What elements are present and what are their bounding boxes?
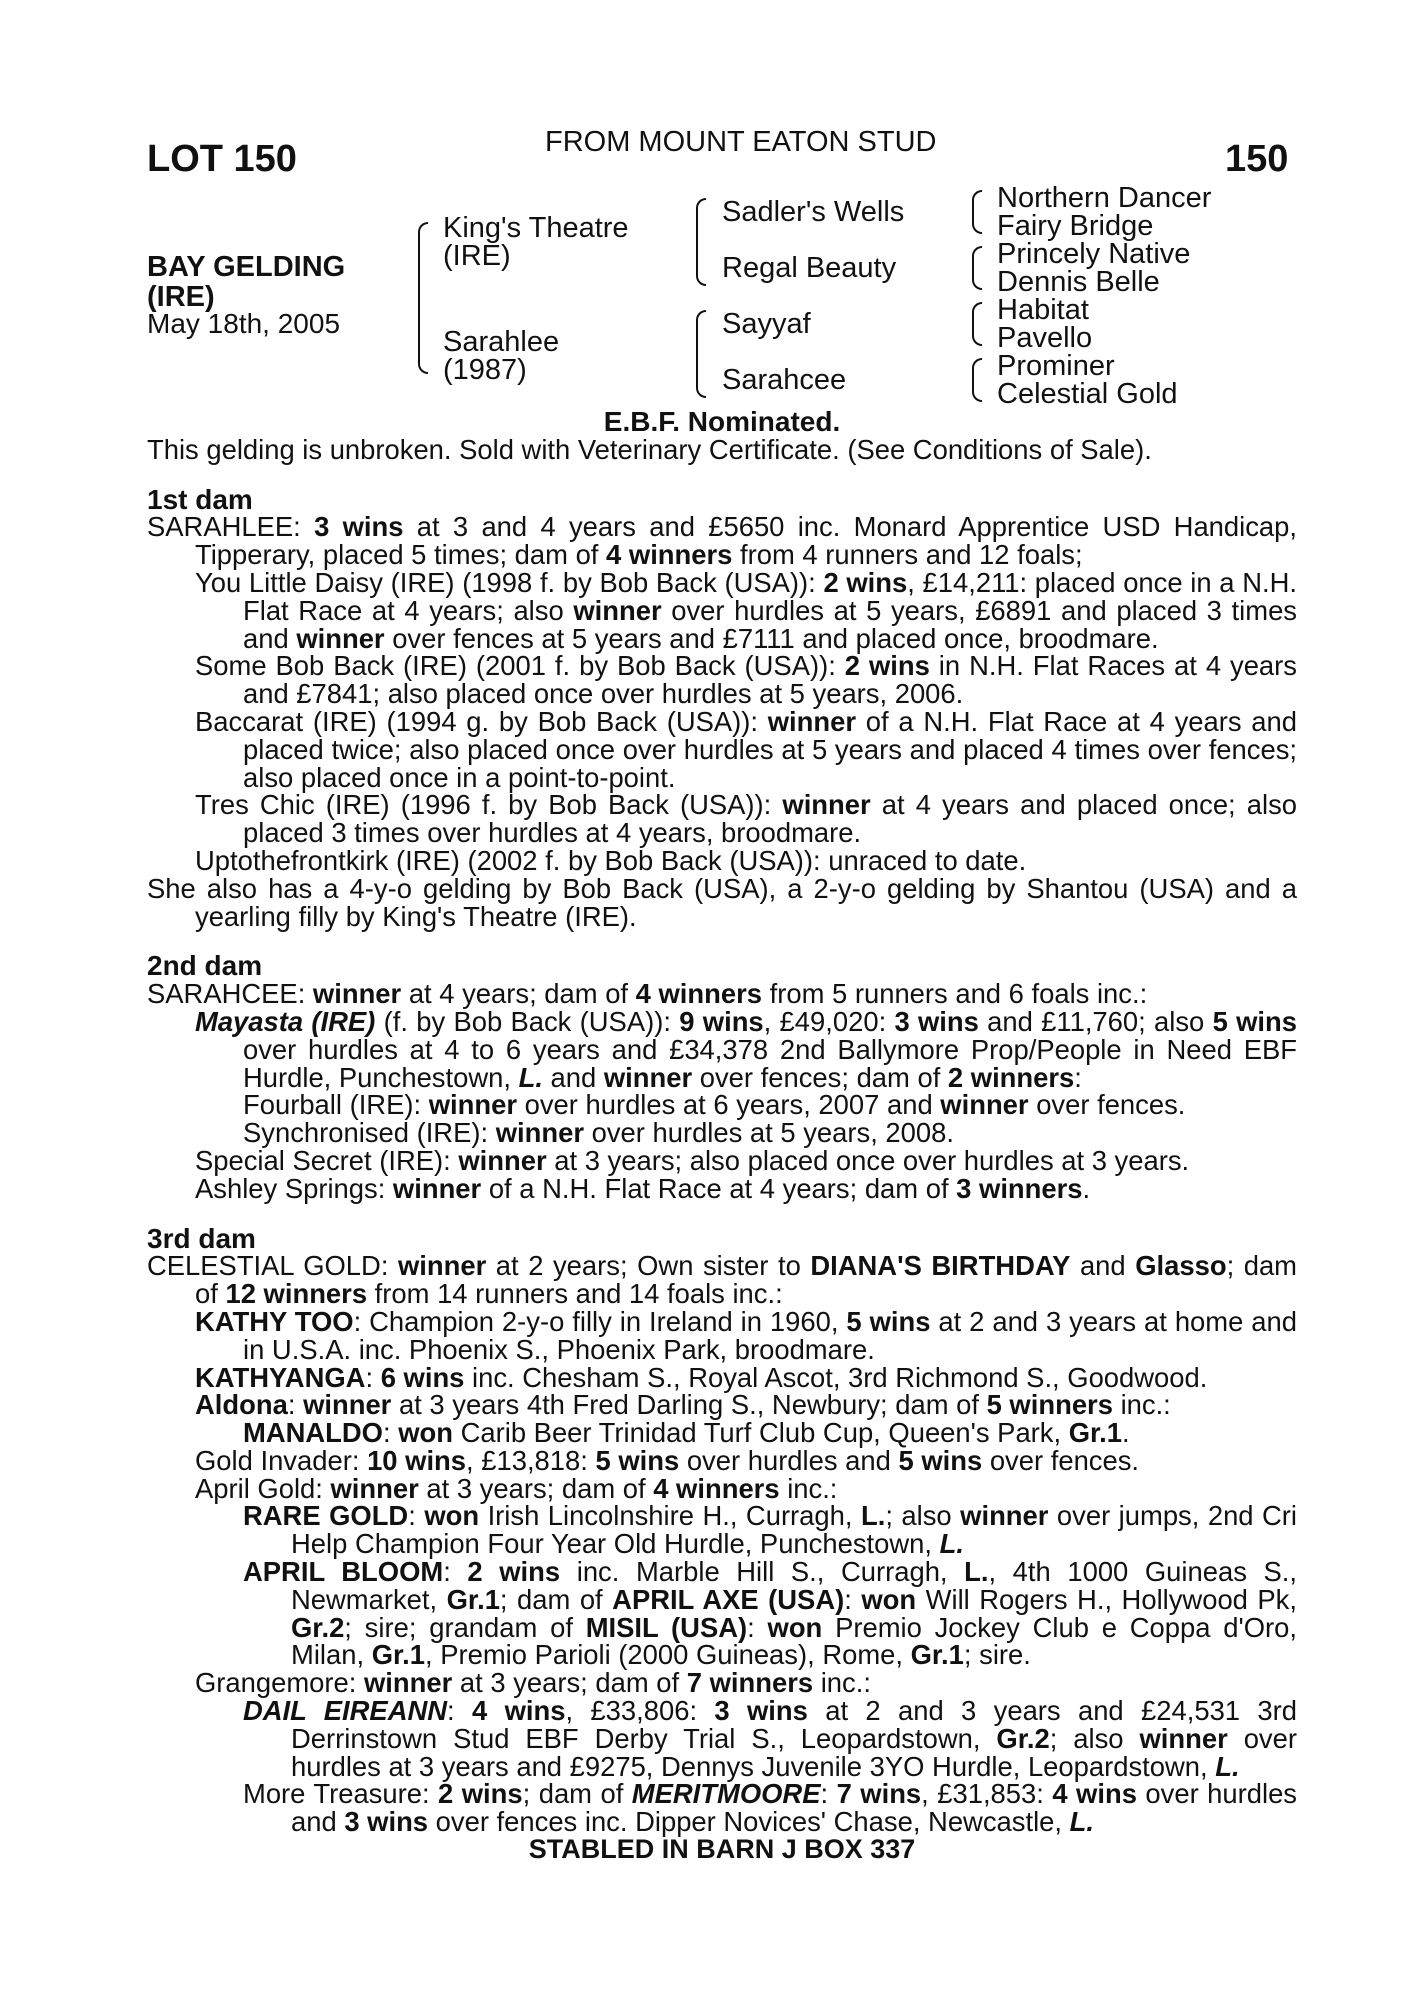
- produce-entry: Ashley Springs: winner of a N.H. Flat Race at 4 years; dam of 3 winners.: [195, 1172, 1091, 1204]
- lot-number: 150: [1225, 138, 1289, 180]
- produce-entry: Fourball (IRE): winner over hurdles at 6 years, 2007 and winner over fences.: [243, 1089, 1186, 1121]
- produce-entry: Gold Invader: 10 wins, £13,818: 5 wins over hurdles and 5 wins over fences.: [195, 1444, 1140, 1476]
- catalogue-body: [147, 408, 1297, 1864]
- consignor: FROM MOUNT EATON STUD: [545, 126, 937, 158]
- produce-entry: DAIL EIREANN: 4 wins, £33,806: 3 wins at 2 and 3 years and £24,531 3rd Derrinstown Stud EBF Derby Trial S., Leopardstown, Gr.2; also winner over hurdles at 3 years and £9275, Dennys Juvenile 3YO Hurdle, Leopardstown, L.: [243, 1695, 1297, 1782]
- pedigree-g3-2: Fairy Bridge: [997, 210, 1154, 242]
- section-third-dam: 3rd dam: [147, 1222, 256, 1254]
- produce-entry: Aldona: winner at 3 years 4th Fred Darling S., Newbury; dam of 5 winners inc.:: [195, 1389, 1171, 1421]
- lot-label: LOT 150: [147, 138, 297, 180]
- pedigree-g3-1: Northern Dancer: [997, 182, 1212, 214]
- pedigree-brace-g3b: [972, 246, 982, 290]
- produce-entry: Grangemore: winner at 3 years; dam of 7 winners inc.:: [195, 1667, 871, 1699]
- produce-entry: Uptothefrontkirk (IRE) (2002 f. by Bob Back (USA)): unraced to date.: [195, 844, 1027, 876]
- produce-entry: KATHY TOO: Champion 2-y-o filly in Ireland in 1960, 5 wins at 2 and 3 years at home and in U.S.A. inc. Phoenix S., Phoenix Park, broodmare.: [195, 1305, 1297, 1365]
- produce-entry: You Little Daisy (IRE) (1998 f. by Bob Back (USA)): 2 wins, £14,211: placed once in a N.H. Flat Race at 4 years; also winner over hurdles at 5 years, £6891 and placed 3 times and winner over fences at 5 years and £7111 and placed once, broodmare.: [195, 566, 1297, 654]
- produce-entry: Some Bob Back (IRE) (2001 f. by Bob Back (USA)): 2 wins in N.H. Flat Races at 4 years and £7841; also placed once over hurdles at 5 years, 2006.: [195, 650, 1297, 710]
- pedigree-g3-6: Pavello: [997, 322, 1093, 354]
- pedigree-dam-year: (1987): [443, 354, 527, 386]
- produce-entry: KATHYANGA: 6 wins inc. Chesham S., Royal Ascot, 3rd Richmond S., Goodwood.: [195, 1361, 1208, 1393]
- produce-entry: Synchronised (IRE): winner over hurdles at 5 years, 2008.: [243, 1117, 954, 1149]
- dam-sarahcee: SARAHCEE: winner at 4 years; dam of 4 winners from 5 runners and 6 foals inc.:: [147, 978, 1148, 1010]
- produce-entry: Tres Chic (IRE) (1996 f. by Bob Back (USA)): winner at 4 years and placed once; also placed 3 times over hurdles at 4 years, broodmare.: [195, 789, 1298, 849]
- produce-note: She also has a 4-y-o gelding by Bob Back (USA), a 2-y-o gelding by Shantou (USA) and a yearling filly by King's Theatre (IRE).: [147, 872, 1297, 932]
- pedigree-sire: King's Theatre: [443, 212, 629, 244]
- section-second-dam: 2nd dam: [147, 950, 263, 982]
- pedigree-brace-gen1: [418, 222, 428, 374]
- produce-entry: April Gold: winner at 3 years; dam of 4 winners inc.:: [195, 1472, 838, 1504]
- nominated-note: E.B.F. Nominated.: [603, 406, 841, 437]
- section-first-dam: 1st dam: [147, 483, 253, 515]
- produce-entry: MANALDO: won Carib Beer Trinidad Turf Club Cup, Queen's Park, Gr.1.: [243, 1417, 1130, 1449]
- produce-entry: Special Secret (IRE): winner at 3 years; also placed once over hurdles at 3 years.: [195, 1144, 1190, 1176]
- foaling-date: May 18th, 2005: [147, 308, 341, 339]
- pedigree-brace-dam: [696, 310, 706, 398]
- pedigree-dam: Sarahlee: [443, 326, 560, 358]
- pedigree-g3-5: Habitat: [997, 294, 1089, 326]
- produce-entry: APRIL BLOOM: 2 wins inc. Marble Hill S., Curragh, L., 4th 1000 Guineas S., Newmarket, Gr.1; dam of APRIL AXE (USA): won Will Rogers H., Hollywood Pk, Gr.2; sire; grandam of MISIL (USA): won Premio Jockey Club e Coppa d'Oro, Milan, Gr.1, Premio Parioli (2000 Guineas), Rome, Gr.1; sire.: [243, 1556, 1297, 1671]
- condition-note: This gelding is unbroken. Sold with Veterinary Certificate. (See Conditions of Sale).: [147, 433, 1152, 465]
- pedigree-g3-3: Princely Native: [997, 238, 1191, 270]
- pedigree-sire-country: (IRE): [443, 240, 511, 272]
- pedigree-g3-4: Dennis Belle: [997, 266, 1160, 298]
- pedigree-brace-sire: [696, 198, 706, 286]
- stabling-note: STABLED IN BARN J BOX 337: [528, 1834, 916, 1865]
- pedigree-brace-g3c: [972, 302, 982, 346]
- pedigree-g3-7: Prominer: [997, 350, 1115, 382]
- produce-entry: Mayasta (IRE) (f. by Bob Back (USA)): 9 wins, £49,020: 3 wins and £11,760; also 5 wins over hurdles at 4 to 6 years and £34,378 2nd Ballymore Prop/People in Need EBF Hurdle, Punchestown, L. and winner over fences; dam of 2 winners:: [195, 1005, 1297, 1093]
- horse-title-country: (IRE): [147, 281, 215, 313]
- pedigree-dam-dam: Sarahcee: [722, 364, 847, 396]
- pedigree-sire-dam: Regal Beauty: [722, 252, 897, 284]
- produce-entry: More Treasure: 2 wins; dam of MERITMOORE: 7 wins, £31,853: 4 wins over hurdles and 3 wins over fences inc. Dipper Novices' Chase, Newcastle, L.: [243, 1778, 1297, 1838]
- pedigree-dam-sire: Sayyaf: [722, 308, 811, 340]
- dam-celestial-gold: CELESTIAL GOLD: winner at 2 years; Own sister to DIANA'S BIRTHDAY and Glasso; dam of 12 winners from 14 runners and 14 foals inc.:: [147, 1250, 1297, 1310]
- produce-entry: Baccarat (IRE) (1994 g. by Bob Back (USA)): winner of a N.H. Flat Race at 4 years and placed twice; also placed once over hurdles at 5 years and placed 4 times over fences; also placed once in a point-to-point.: [195, 705, 1297, 793]
- dam-sarahlee: SARAHLEE: 3 wins at 3 and 4 years and £5650 inc. Monard Apprentice USD Handicap, Tipperary, placed 5 times; dam of 4 winners from 4 runners and 12 foals;: [147, 511, 1297, 571]
- pedigree-g3-8: Celestial Gold: [997, 378, 1178, 410]
- horse-title: BAY GELDING: [147, 251, 346, 283]
- pedigree-brace-g3d: [972, 358, 982, 402]
- pedigree-brace-g3a: [972, 190, 982, 234]
- produce-entry: RARE GOLD: won Irish Lincolnshire H., Curragh, L.; also winner over jumps, 2nd Cri Help Champion Four Year Old Hurdle, Punchestown, L.: [243, 1500, 1297, 1560]
- pedigree-sire-sire: Sadler's Wells: [722, 196, 905, 228]
